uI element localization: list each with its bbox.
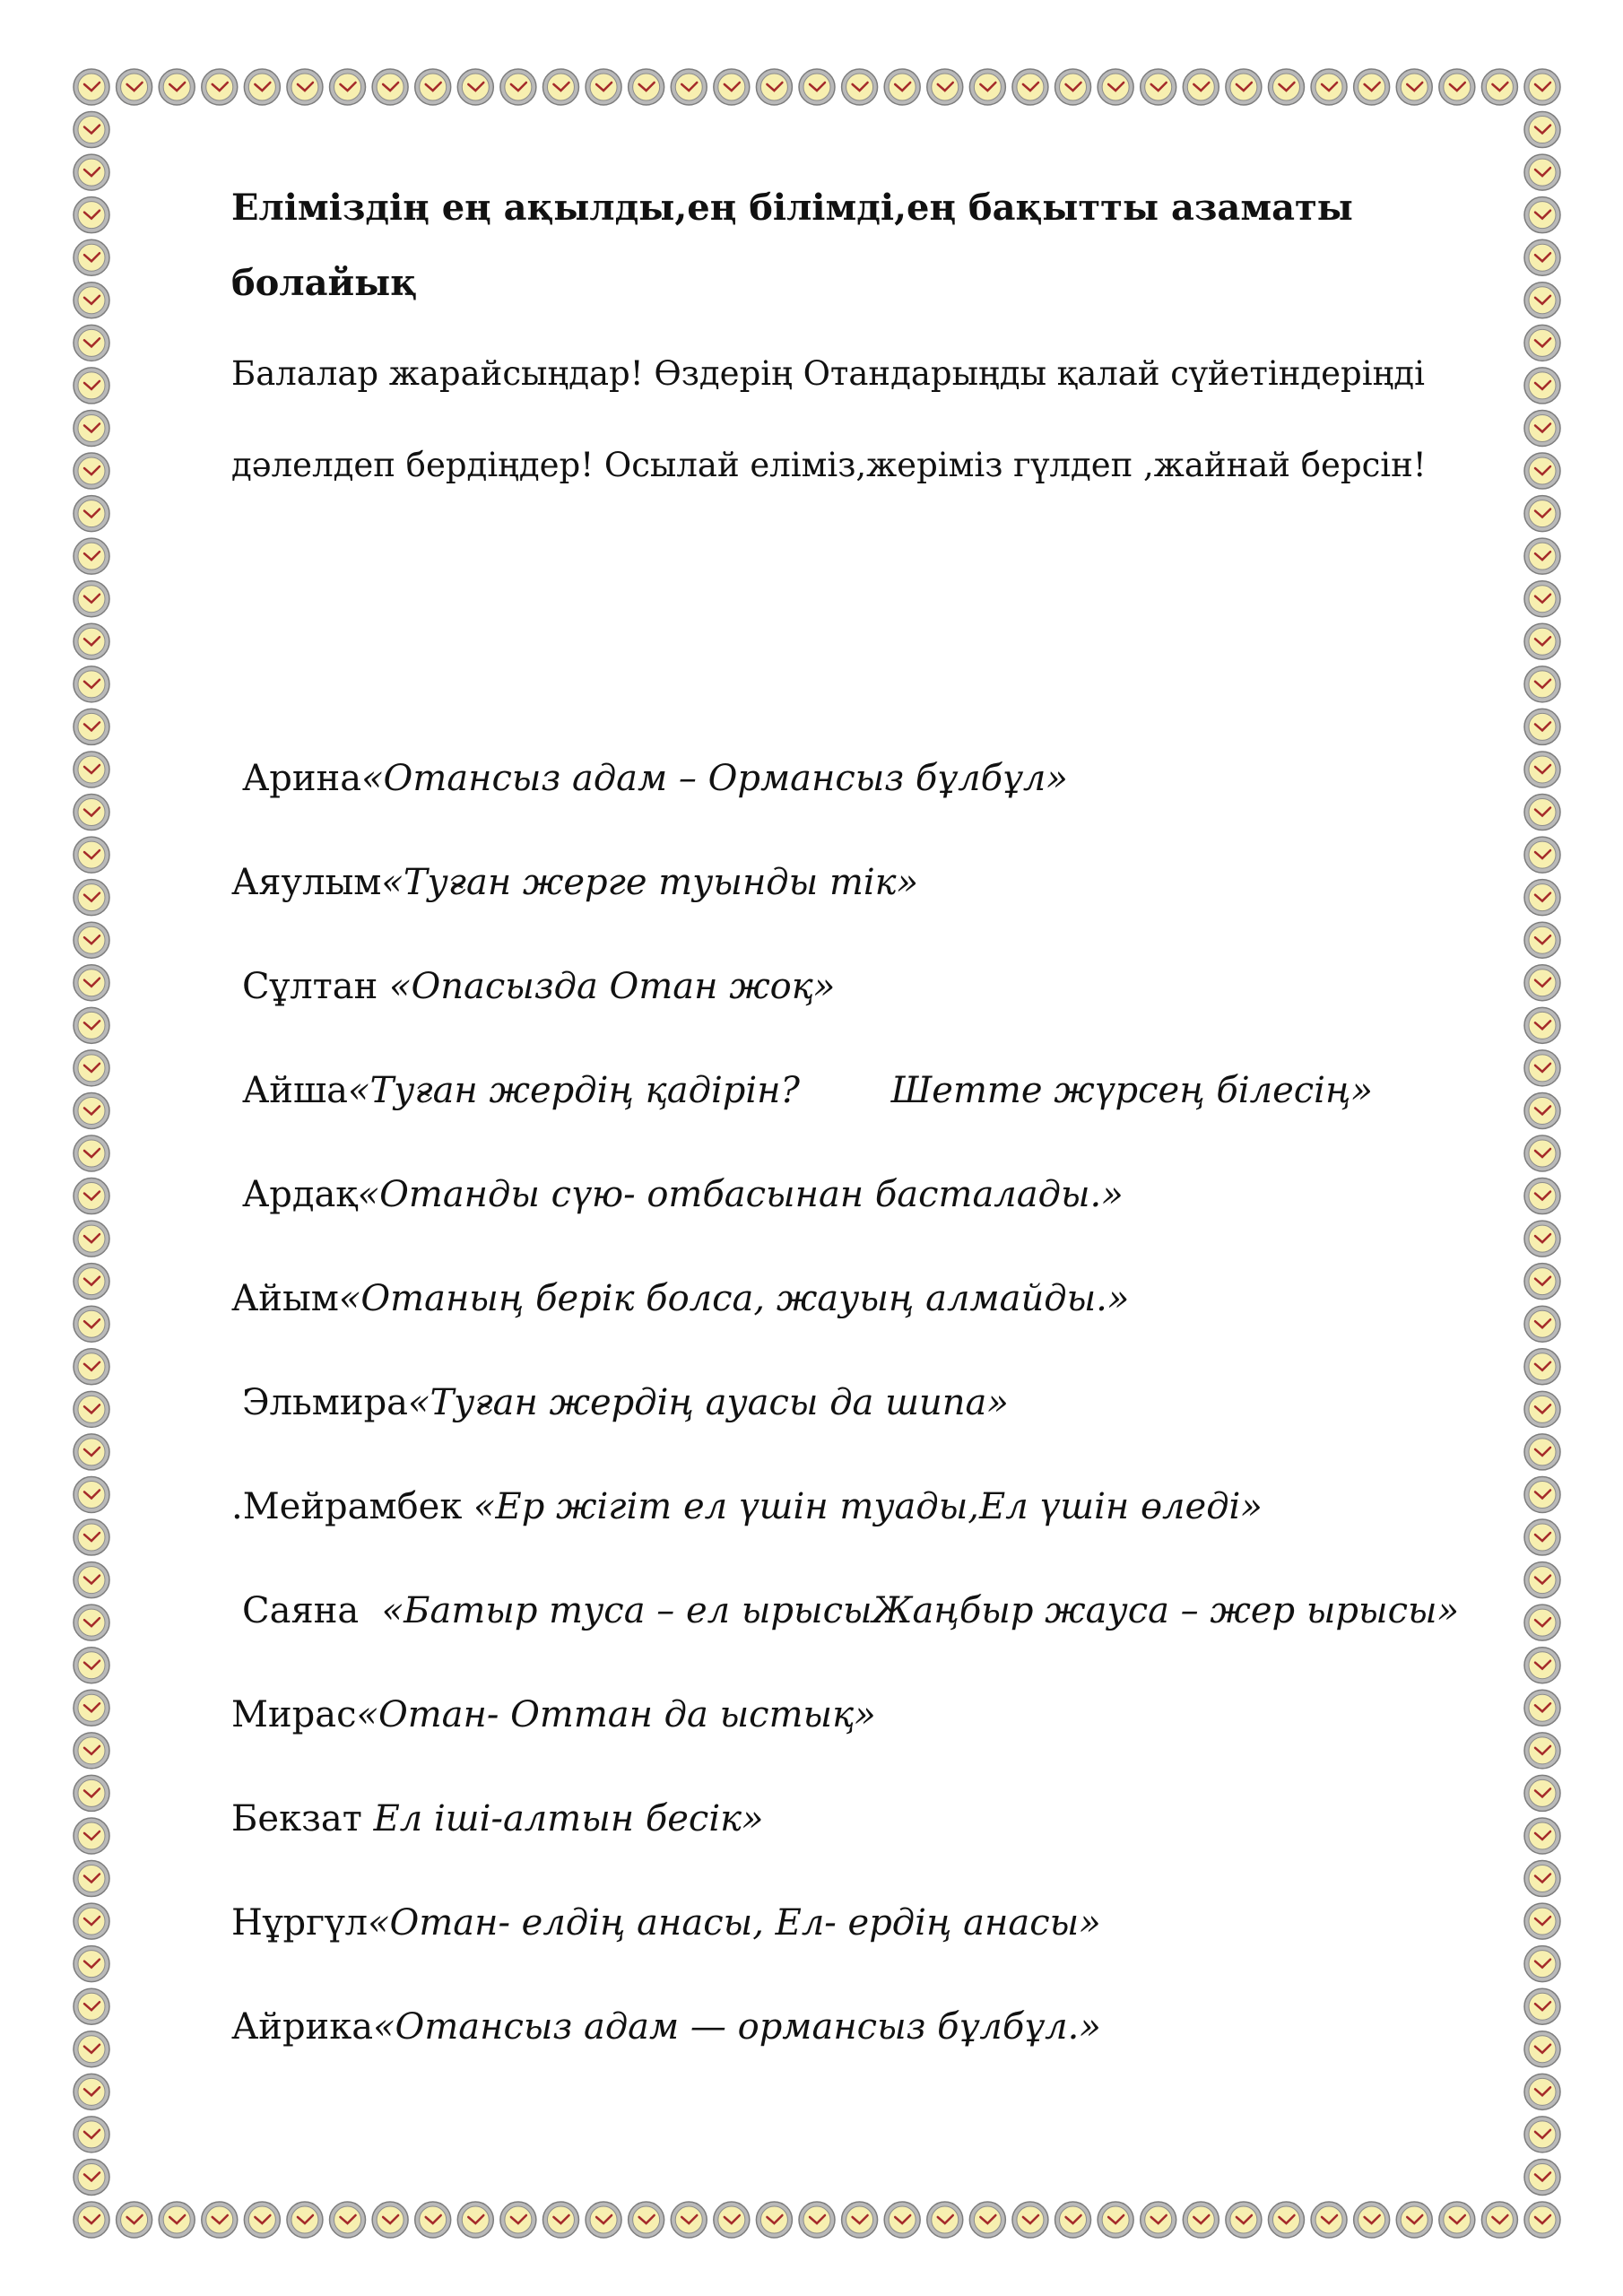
clock-icon	[927, 69, 963, 105]
clock-icon	[372, 2202, 408, 2238]
student-name: Сұлтан	[242, 966, 389, 1007]
clock-icon	[1524, 1264, 1560, 1300]
clock-icon	[1439, 2202, 1475, 2238]
clock-icon	[415, 2202, 451, 2238]
proverb-row	[231, 1274, 1129, 1324]
clock-icon	[1226, 69, 1262, 105]
clock-icon	[74, 1605, 109, 1640]
clock-icon	[1524, 1092, 1560, 1128]
proverb-row	[242, 961, 835, 1012]
clock-icon	[74, 239, 109, 275]
proverb-row	[231, 1690, 876, 1740]
clock-icon	[1524, 1476, 1560, 1512]
clock-icon	[1524, 1562, 1560, 1598]
clock-icon	[671, 2202, 707, 2238]
clock-icon	[1524, 1903, 1560, 1939]
proverb-row	[242, 1170, 1124, 1220]
proverb-quote: «Туған жердің ауасы да шипа»	[408, 1382, 1009, 1423]
clock-icon	[1524, 496, 1560, 532]
clock-icon	[884, 69, 920, 105]
clock-icon	[1524, 2074, 1560, 2109]
clock-icon	[1524, 2202, 1560, 2238]
clock-icon	[74, 2031, 109, 2067]
proverb-row	[231, 1482, 1263, 1532]
clock-icon	[74, 1391, 109, 1427]
clock-icon	[1524, 2117, 1560, 2152]
student-name: Ардақ	[242, 1174, 358, 1215]
clock-icon	[1396, 2202, 1432, 2238]
clock-icon	[74, 1007, 109, 1043]
clock-icon	[1183, 2202, 1219, 2238]
clock-icon	[74, 666, 109, 702]
clock-icon	[74, 2074, 109, 2109]
clock-icon	[1524, 2031, 1560, 2067]
clock-icon	[1354, 2202, 1390, 2238]
clock-icon	[1524, 1818, 1560, 1854]
clock-icon	[714, 69, 750, 105]
clock-icon	[542, 2202, 578, 2238]
clock-icon	[671, 69, 707, 105]
proverb-row	[231, 1794, 763, 1844]
proverb-row	[242, 753, 1068, 804]
proverb-row	[231, 1898, 1101, 1948]
clock-icon	[1481, 2202, 1517, 2238]
clock-icon	[74, 453, 109, 489]
intro-line-2: дәлелдеп бердіңдер! Осылай еліміз,жеріміз гүлдеп ,жайнай берсін!	[231, 446, 1427, 484]
clock-icon	[969, 2202, 1005, 2238]
proverb-quote: «Отан- Оттан да ыстық»	[356, 1694, 876, 1735]
clock-icon	[74, 325, 109, 361]
clock-icon	[1524, 1733, 1560, 1769]
clock-icon	[74, 1562, 109, 1598]
proverb-quote: «Отан- елдің анасы, Ел- ердің анасы»	[368, 1902, 1101, 1944]
clock-icon	[1268, 69, 1304, 105]
clock-icon	[74, 154, 109, 190]
student-name: Айрика	[231, 2006, 374, 2048]
intro-paragraph	[231, 328, 1505, 511]
clock-icon	[74, 410, 109, 446]
clock-icon	[74, 1434, 109, 1470]
document-body	[231, 170, 1505, 2048]
clock-icon	[330, 69, 366, 105]
clock-icon	[74, 2117, 109, 2152]
proverb-row	[242, 1586, 1459, 1636]
clock-icon	[74, 1861, 109, 1897]
clock-icon	[1183, 69, 1219, 105]
clock-icon	[969, 69, 1005, 105]
proverb-row	[242, 1065, 1373, 1116]
clock-icon	[1012, 69, 1048, 105]
student-name: Бекзат	[231, 1798, 374, 1839]
clock-icon	[1524, 623, 1560, 659]
clock-icon	[74, 922, 109, 958]
clock-icon	[1439, 69, 1475, 105]
clock-icon	[74, 1946, 109, 1982]
proverb-quote: Ел іші-алтын бесік»	[373, 1798, 764, 1839]
clock-icon	[159, 69, 195, 105]
clock-icon	[74, 1092, 109, 1128]
clock-icon	[202, 2202, 238, 2238]
clock-icon	[74, 368, 109, 404]
clock-icon	[74, 2202, 109, 2238]
clock-icon	[202, 69, 238, 105]
clock-icon	[1141, 69, 1176, 105]
clock-icon	[1524, 2159, 1560, 2195]
title-line-2: болайық	[231, 262, 418, 304]
clock-icon	[1098, 2202, 1133, 2238]
clock-icon	[287, 69, 323, 105]
clock-icon	[74, 1818, 109, 1854]
proverb-quote: «Отансыз адам — ормансыз бұлбұл.»	[373, 2006, 1101, 2048]
student-name: Эльмира	[242, 1382, 409, 1423]
clock-icon	[1396, 69, 1432, 105]
clock-icon	[1524, 752, 1560, 787]
clock-icon	[586, 2202, 621, 2238]
clock-icon	[74, 752, 109, 787]
clock-icon	[629, 69, 664, 105]
proverb-row	[242, 1378, 1009, 1428]
student-name: Нұргүл	[231, 1902, 369, 1944]
clock-icon	[586, 69, 621, 105]
clock-icon	[1055, 2202, 1091, 2238]
clock-icon	[74, 1775, 109, 1811]
clock-icon	[1524, 239, 1560, 275]
clock-icon	[74, 496, 109, 532]
clock-icon	[1481, 69, 1517, 105]
clock-icon	[1524, 1648, 1560, 1683]
clock-icon	[244, 2202, 280, 2238]
page-title	[231, 170, 1523, 321]
clock-icon	[927, 2202, 963, 2238]
clock-icon	[74, 709, 109, 744]
clock-icon	[1524, 1007, 1560, 1043]
student-name: Айым	[231, 1278, 339, 1319]
clock-icon	[1524, 453, 1560, 489]
intro-line-1: Балалар жарайсыңдар! Өздерің Отандарыңды қалай сүйетіндеріңді	[231, 354, 1425, 393]
clock-icon	[74, 837, 109, 873]
clock-icon	[74, 623, 109, 659]
proverb-row	[231, 2002, 1101, 2052]
clock-icon	[1524, 1861, 1560, 1897]
clock-icon	[74, 1733, 109, 1769]
clock-icon	[1524, 1690, 1560, 1726]
clock-icon	[1524, 666, 1560, 702]
clock-icon	[117, 2202, 152, 2238]
proverb-quote: «Отаның берік болса, жауың алмайды.»	[338, 1278, 1130, 1319]
clock-icon	[714, 2202, 750, 2238]
clock-icon	[1524, 922, 1560, 958]
clock-icon	[287, 2202, 323, 2238]
clock-icon	[842, 2202, 878, 2238]
clock-icon	[74, 1135, 109, 1171]
clock-icon	[1524, 1775, 1560, 1811]
clock-icon	[74, 1903, 109, 1939]
clock-icon	[74, 283, 109, 318]
clock-icon	[1524, 1050, 1560, 1086]
student-name: Арина	[242, 758, 362, 799]
clock-icon	[500, 69, 536, 105]
clock-icon	[74, 965, 109, 1001]
clock-icon	[74, 112, 109, 148]
clock-icon	[1524, 709, 1560, 744]
clock-icon	[159, 2202, 195, 2238]
clock-icon	[1524, 197, 1560, 233]
clock-icon	[1524, 1434, 1560, 1470]
student-name: Мирас	[231, 1694, 357, 1735]
clock-icon	[799, 69, 835, 105]
clock-icon	[1524, 1391, 1560, 1427]
clock-icon	[1524, 795, 1560, 831]
clock-icon	[1524, 538, 1560, 574]
clock-icon	[74, 1221, 109, 1257]
clock-icon	[74, 1264, 109, 1300]
proverb-row	[231, 857, 918, 908]
proverb-quote: «Отансыз адам – Ормансыз бұлбұл»	[361, 758, 1068, 799]
proverb-quote: «Туған жерге туынды тік»	[381, 862, 919, 903]
clock-icon	[117, 69, 152, 105]
clock-icon	[1141, 2202, 1176, 2238]
clock-icon	[1524, 1221, 1560, 1257]
clock-icon	[1524, 283, 1560, 318]
clock-icon	[1226, 2202, 1262, 2238]
clock-icon	[756, 69, 792, 105]
clock-icon	[1524, 1135, 1560, 1171]
clock-icon	[244, 69, 280, 105]
clock-icon	[1524, 1178, 1560, 1214]
clock-icon	[1524, 965, 1560, 1001]
clock-icon	[500, 2202, 536, 2238]
clock-icon	[74, 1476, 109, 1512]
clock-icon	[74, 1648, 109, 1683]
clock-icon	[1354, 69, 1390, 105]
clock-icon	[1524, 1306, 1560, 1342]
clock-icon	[330, 2202, 366, 2238]
clock-icon	[1311, 69, 1347, 105]
clock-icon	[74, 1306, 109, 1342]
clock-icon	[756, 2202, 792, 2238]
clock-icon	[457, 69, 493, 105]
clock-icon	[1098, 69, 1133, 105]
clock-icon	[457, 2202, 493, 2238]
clock-icon	[74, 197, 109, 233]
clock-icon	[1524, 1605, 1560, 1640]
clock-icon	[74, 2159, 109, 2195]
clock-icon	[1524, 1988, 1560, 2024]
proverb-quote: «Ер жігіт ел үшін туады,Ел үшін өледі»	[473, 1486, 1263, 1527]
clock-icon	[372, 69, 408, 105]
student-name: Айша	[242, 1070, 348, 1111]
proverb-quote: «Батыр туса – ел ырысыЖаңбыр жауса – жер ырысы»	[381, 1590, 1460, 1631]
clock-icon	[1524, 368, 1560, 404]
clock-icon	[1524, 154, 1560, 190]
clock-icon	[1524, 1519, 1560, 1555]
clock-icon	[415, 69, 451, 105]
clock-icon	[1012, 2202, 1048, 2238]
proverb-quote: «Туған жердің қадірін? Шетте жүрсең білесің»	[348, 1070, 1373, 1111]
clock-icon	[1524, 69, 1560, 105]
clock-icon	[842, 69, 878, 105]
proverb-quote: «Отанды сүю- отбасынан басталады.»	[357, 1174, 1124, 1215]
clock-icon	[74, 1519, 109, 1555]
clock-icon	[74, 1988, 109, 2024]
student-name: .Мейрамбек	[231, 1486, 474, 1527]
student-name: Саяна	[242, 1590, 382, 1631]
clock-icon	[74, 880, 109, 916]
clock-icon	[1524, 1946, 1560, 1982]
title-line-1: Еліміздің ең ақылды,ең білімді,ең бақытты азаматы	[231, 187, 1353, 229]
clock-icon	[74, 581, 109, 617]
clock-icon	[1524, 1349, 1560, 1385]
clock-icon	[1524, 581, 1560, 617]
clock-icon	[542, 69, 578, 105]
clock-icon	[1268, 2202, 1304, 2238]
clock-icon	[1524, 112, 1560, 148]
clock-icon	[799, 2202, 835, 2238]
clock-icon	[74, 795, 109, 831]
clock-icon	[74, 1050, 109, 1086]
proverb-quote: «Опасызда Отан жоқ»	[388, 966, 836, 1007]
clock-icon	[1055, 69, 1091, 105]
clock-icon	[74, 1178, 109, 1214]
clock-icon	[74, 1349, 109, 1385]
clock-icon	[1311, 2202, 1347, 2238]
clock-icon	[629, 2202, 664, 2238]
student-name: Аяулым	[231, 862, 382, 903]
clock-icon	[1524, 325, 1560, 361]
clock-icon	[1524, 880, 1560, 916]
clock-icon	[884, 2202, 920, 2238]
clock-icon	[74, 538, 109, 574]
clock-icon	[1524, 410, 1560, 446]
clock-icon	[1524, 837, 1560, 873]
clock-icon	[74, 1690, 109, 1726]
clock-icon	[74, 69, 109, 105]
